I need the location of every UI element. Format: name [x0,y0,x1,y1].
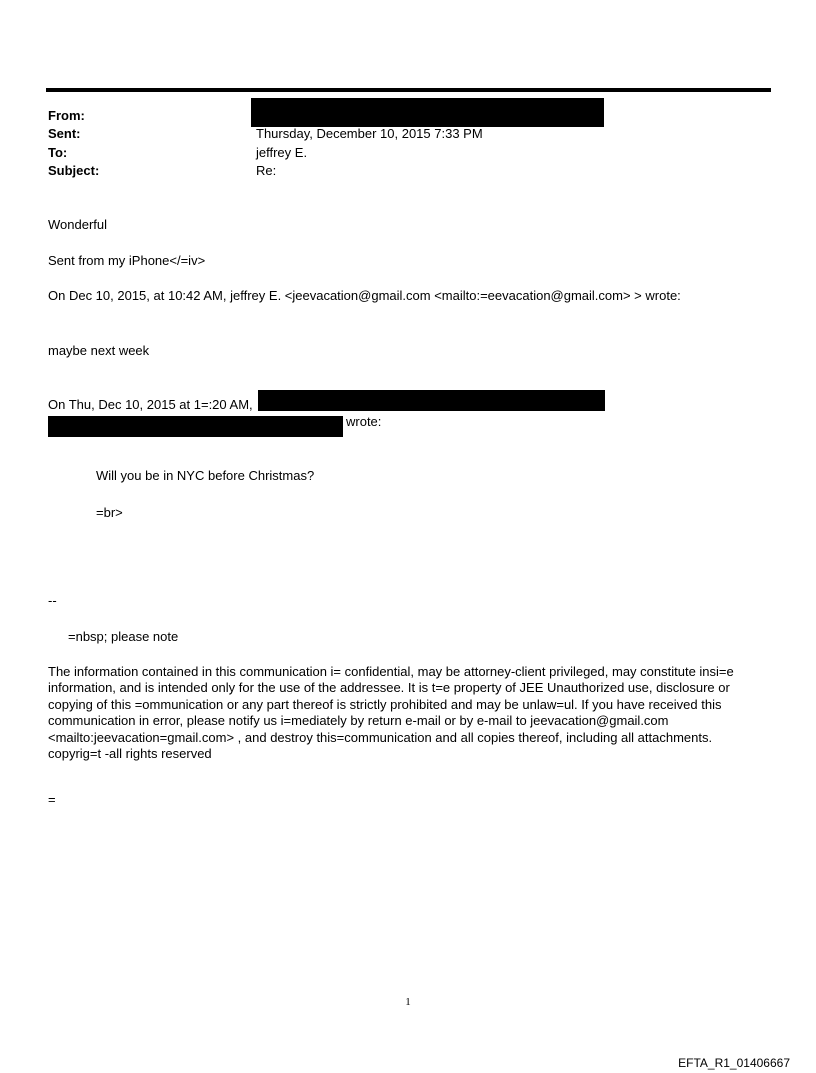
redaction-from [251,98,604,127]
quoted-header-2: On Thu, Dec 10, 2015 at 1=:20 AM, [48,397,253,412]
confidentiality-disclaimer: The information contained in this communication i= confidential, may be attorney-client privileged, may constitute insi=e information, and is intended only for the use of the addressee. It is t=e property of JEE Unauthorized use, disclosure or copying of this =ommunication or any part thereof is strictly prohibited and may be unlaw=ul. If you have received this communication in error, please notify us i=mediately by return e-mail or by e-mail to jeevacation@gmail.com <mailto:jeevacation=gmail.com> , and destroy this=communication and all copies thereof, including all attachments. copyrig=t -all rights reserved [48,664,734,762]
body-wonderful: Wonderful [48,217,108,232]
signature-separator: -- [48,593,57,608]
body-maybe-next-week: maybe next week [48,343,150,358]
redaction-sender-line1 [258,390,605,411]
header-rule [46,88,771,92]
redaction-sender-line2 [48,416,343,437]
quoted-question: Will you be in NYC before Christmas? [96,468,315,483]
quoted-header-1: On Dec 10, 2015, at 10:42 AM, jeffrey E. <jeevacation@gmail.com <mailto:=eevacation@gmail.com> > wrote: [48,288,681,303]
subject-value: Re: [256,163,277,178]
sent-value: Thursday, December 10, 2015 7:33 PM [256,126,483,141]
trailing-equals: = [48,792,56,807]
to-value: jeffrey E. [256,145,308,160]
from-label: From: [48,108,85,123]
please-note: =nbsp; please note [68,629,179,644]
quoted-br: =br> [96,505,123,520]
document-id: EFTA_R1_01406667 [678,1056,790,1070]
page-number: 1 [405,996,411,1008]
to-label: To: [48,145,68,160]
quoted-wrote: wrote: [346,414,382,429]
subject-label: Subject: [48,163,100,178]
sent-label: Sent: [48,126,81,141]
body-signature: Sent from my iPhone</=iv> [48,253,206,268]
